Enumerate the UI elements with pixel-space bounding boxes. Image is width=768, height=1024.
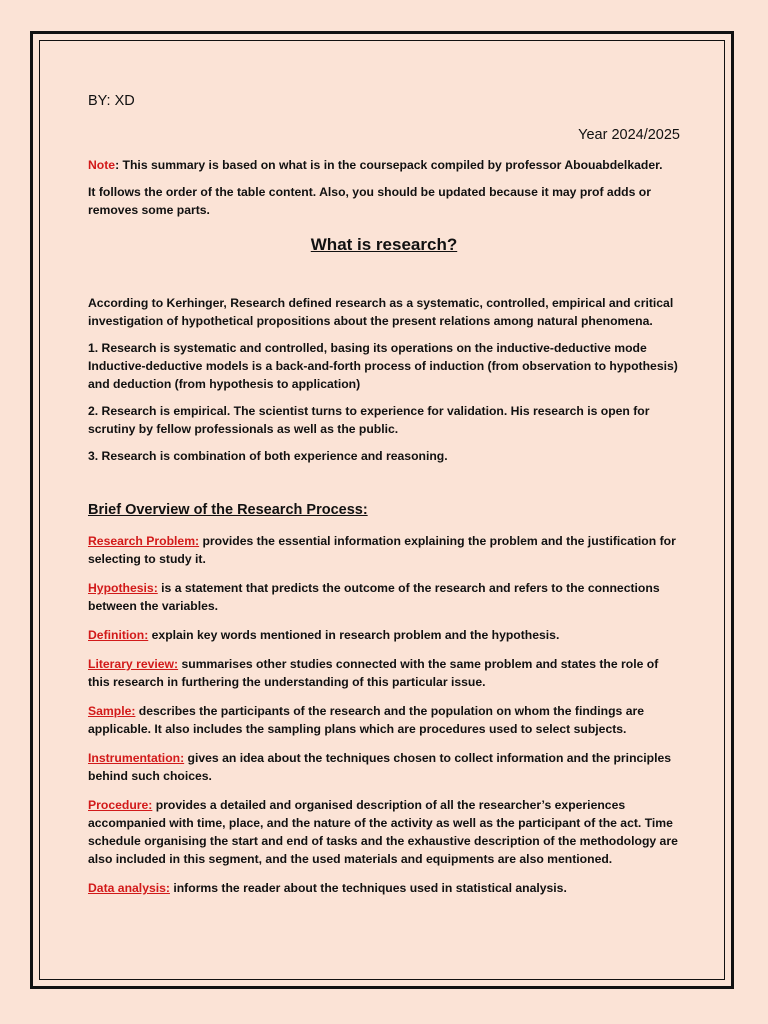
point-3: 3. Research is combination of both experience and reasoning. (88, 449, 448, 463)
definition-research-problem (88, 532, 680, 568)
term-text: informs the reader about the techniques used in statistical analysis. (169, 881, 567, 895)
document-body (88, 92, 680, 908)
term-text: provides the essential information explaining the problem and the justification for selecting to study it. (88, 534, 676, 566)
term-label: Instrumentation: (88, 751, 185, 765)
definition-procedure (88, 796, 680, 868)
term-text: explain key words mentioned in research problem and the hypothesis. (148, 628, 560, 642)
definition-data-analysis (88, 879, 680, 897)
year-line: Year 2024/2025 (578, 127, 680, 143)
term-label: Sample: (88, 704, 136, 718)
definition-literary-review (88, 655, 680, 691)
term-text: summarises other studies connected with the same problem and states the role of this research in furthering the understanding of this particular issue. (88, 657, 659, 689)
term-text: is a statement that predicts the outcome of the research and refers to the connections between the variables. (88, 581, 660, 613)
note-text: : This summary is based on what is in the coursepack compiled by professor Abouabdelkader. (115, 158, 663, 172)
term-label: Procedure: (88, 798, 153, 812)
intro-paragraph: According to Kerhinger, Research defined research as a systematic, controlled, empirical and critical investigation of hypothetical propositions about the present relations among natural phenomena. (88, 296, 674, 328)
term-text: describes the participants of the research and the population on whom the findings are applicable. It also includes the sampling plans which are procedures used to select subjects. (88, 704, 644, 736)
overview-heading: Brief Overview of the Research Process: (88, 502, 368, 518)
definition-instrumentation (88, 749, 680, 785)
term-label: Research Problem: (88, 534, 200, 548)
definition-sample (88, 702, 680, 738)
definition-hypothesis (88, 579, 680, 615)
term-label: Hypothesis: (88, 581, 158, 595)
note-label: Note (88, 158, 116, 172)
page-title: What is research? (310, 235, 458, 254)
definition-definition (88, 626, 680, 644)
term-text: provides a detailed and organised description of all the researcher’s experiences accompanied with time, place, and the nature of the activity as well as the participant of the act. Time schedule organising the start and end of tasks and the exhaustive description of the methodology are also included in this segment, and the used materials and equipments are also mentioned. (88, 798, 678, 866)
point-2: 2. Research is empirical. The scientist turns to experience for validation. His research is open for scrutiny by fellow professionals as well as the public. (88, 404, 650, 436)
term-label: Data analysis: (88, 881, 170, 895)
term-label: Definition: (88, 628, 149, 642)
author-line: BY: XD (88, 93, 135, 109)
note-paragraph (88, 156, 680, 174)
follow-paragraph: It follows the order of the table content. Also, you should be updated because it may prof adds or removes some parts. (88, 185, 651, 217)
term-text: gives an idea about the techniques chosen to collect information and the principles behind such choices. (88, 751, 672, 783)
term-label: Literary review: (88, 657, 179, 671)
point-1: 1. Research is systematic and controlled, basing its operations on the inductive-deductive mode Inductive-deductive models is a back-and-forth process of induction (from observation to hypothesis) and deduction (from hypothesis to application) (88, 341, 678, 391)
